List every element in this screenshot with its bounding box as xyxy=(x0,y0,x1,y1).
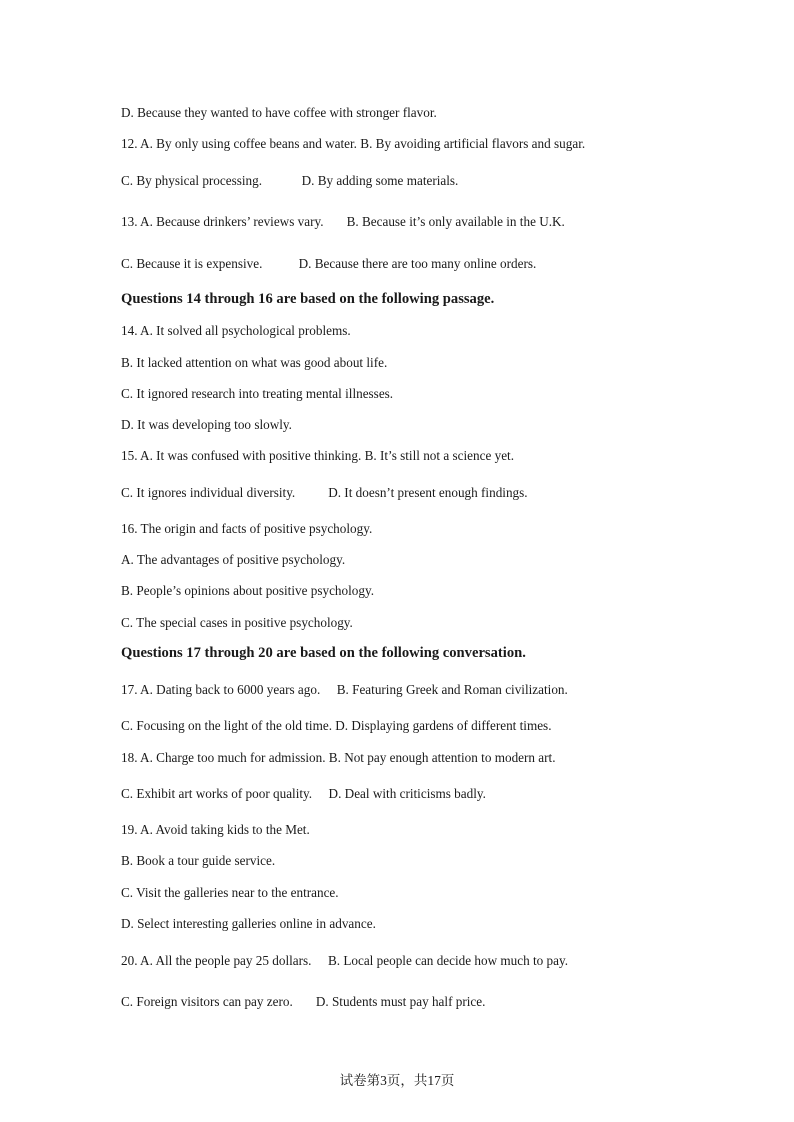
question-20-cd: C. Foreign visitors can pay zero. D. Students must pay half price. xyxy=(121,994,486,1009)
question-14-a: 14. A. It solved all psychological problems. xyxy=(121,323,351,338)
question-12-ab: 12. A. By only using coffee beans and water. B. By avoiding artificial flavors and sugar. xyxy=(121,136,586,151)
question-14-b: B. It lacked attention on what was good about life. xyxy=(121,355,388,370)
question-13-cd: C. Because it is expensive. D. Because there are too many online orders. xyxy=(121,256,537,271)
question-16-a: A. The advantages of positive psychology. xyxy=(121,552,346,567)
question-13-ab: 13. A. Because drinkers’ reviews vary. B. Because it’s only available in the U.K. xyxy=(121,214,565,229)
question-15-cd: C. It ignores individual diversity. D. It doesn’t present enough findings. xyxy=(121,485,528,500)
section-heading-17-20: Questions 17 through 20 are based on the following conversation. xyxy=(121,645,526,661)
question-18-cd: C. Exhibit art works of poor quality. D. Deal with criticisms badly. xyxy=(121,786,486,801)
question-19-c: C. Visit the galleries near to the entrance. xyxy=(121,885,339,900)
question-19-b: B. Book a tour guide service. xyxy=(121,853,276,868)
question-17-ab: 17. A. Dating back to 6000 years ago. B. Featuring Greek and Roman civilization. xyxy=(121,682,568,697)
question-20-ab: 20. A. All the people pay 25 dollars. B. Local people can decide how much to pay. xyxy=(121,953,569,968)
question-19-d: D. Select interesting galleries online in advance. xyxy=(121,916,376,931)
question-15-ab: 15. A. It was confused with positive thinking. B. It’s still not a science yet. xyxy=(121,448,515,463)
page-footer: 试卷第3页，共17页 xyxy=(339,1073,455,1088)
question-16-c: C. The special cases in positive psychology. xyxy=(121,615,353,630)
question-16-b: B. People’s opinions about positive psychology. xyxy=(121,583,374,598)
question-14-c: C. It ignored research into treating mental illnesses. xyxy=(121,386,394,401)
question-19-a: 19. A. Avoid taking kids to the Met. xyxy=(121,822,310,837)
question-16-stem: 16. The origin and facts of positive psychology. xyxy=(121,521,373,536)
option-11d: D. Because they wanted to have coffee with stronger flavor. xyxy=(121,105,437,120)
question-17-cd: C. Focusing on the light of the old time. D. Displaying gardens of different times. xyxy=(121,718,552,733)
question-12-cd: C. By physical processing. D. By adding some materials. xyxy=(121,173,459,188)
question-18-ab: 18. A. Charge too much for admission. B. Not pay enough attention to modern art. xyxy=(121,750,556,765)
question-14-d: D. It was developing too slowly. xyxy=(121,417,292,432)
section-heading-14-16: Questions 14 through 16 are based on the following passage. xyxy=(121,291,495,307)
